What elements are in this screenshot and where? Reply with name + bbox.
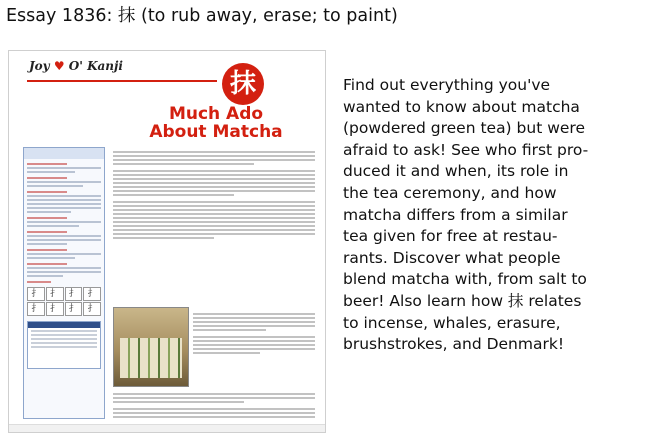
headline-line-1: Much Ado bbox=[168, 104, 264, 124]
description-line: the tea ceremony, and how bbox=[343, 183, 557, 202]
joy-o-kanji-logo: Joy ♥ O' Kanji bbox=[29, 59, 123, 73]
description-line: matcha differs from a similar bbox=[343, 205, 568, 224]
description-line: brushstrokes, and Denmark! bbox=[343, 335, 565, 354]
description-line: beer! Also learn how 抹 relates bbox=[343, 291, 582, 310]
essay-title: Essay 1836: 抹 (to rub away, erase; to paint) bbox=[6, 6, 398, 26]
essay-thumbnail[interactable] bbox=[8, 50, 326, 433]
description-line: Find out everything you've bbox=[343, 76, 551, 94]
stroke-order-grid: 扌 扌 扌 扌 扌 扌 扌 扌 bbox=[27, 287, 101, 316]
read-all-about-it-box bbox=[27, 321, 101, 369]
description-line: rants. Discover what people bbox=[343, 248, 561, 267]
description-line: blend matcha with, from salt to bbox=[343, 270, 587, 289]
photo-caption-column bbox=[193, 313, 315, 356]
article-text-column bbox=[113, 151, 315, 241]
article-footer-text bbox=[113, 393, 315, 420]
page-footer-bar bbox=[9, 424, 325, 432]
description-line: tea given for free at restau- bbox=[343, 227, 558, 246]
character-profile-box bbox=[23, 147, 105, 419]
description-line: (powdered green tea) but were bbox=[343, 119, 585, 138]
matcha-tins-photo bbox=[113, 307, 189, 387]
thumbnail-headline bbox=[121, 105, 311, 141]
description-line: wanted to know about matcha bbox=[343, 97, 580, 116]
description-line: afraid to ask! See who first pro- bbox=[343, 140, 589, 159]
essay-description bbox=[343, 75, 639, 356]
header-rule bbox=[27, 80, 217, 82]
description-line: duced it and when, its role in bbox=[343, 162, 569, 181]
kanji-badge: 抹 bbox=[222, 63, 264, 105]
description-line: to incense, whales, erasure, bbox=[343, 313, 561, 332]
profile-header bbox=[24, 148, 104, 159]
headline-line-2: About Matcha bbox=[149, 122, 283, 142]
